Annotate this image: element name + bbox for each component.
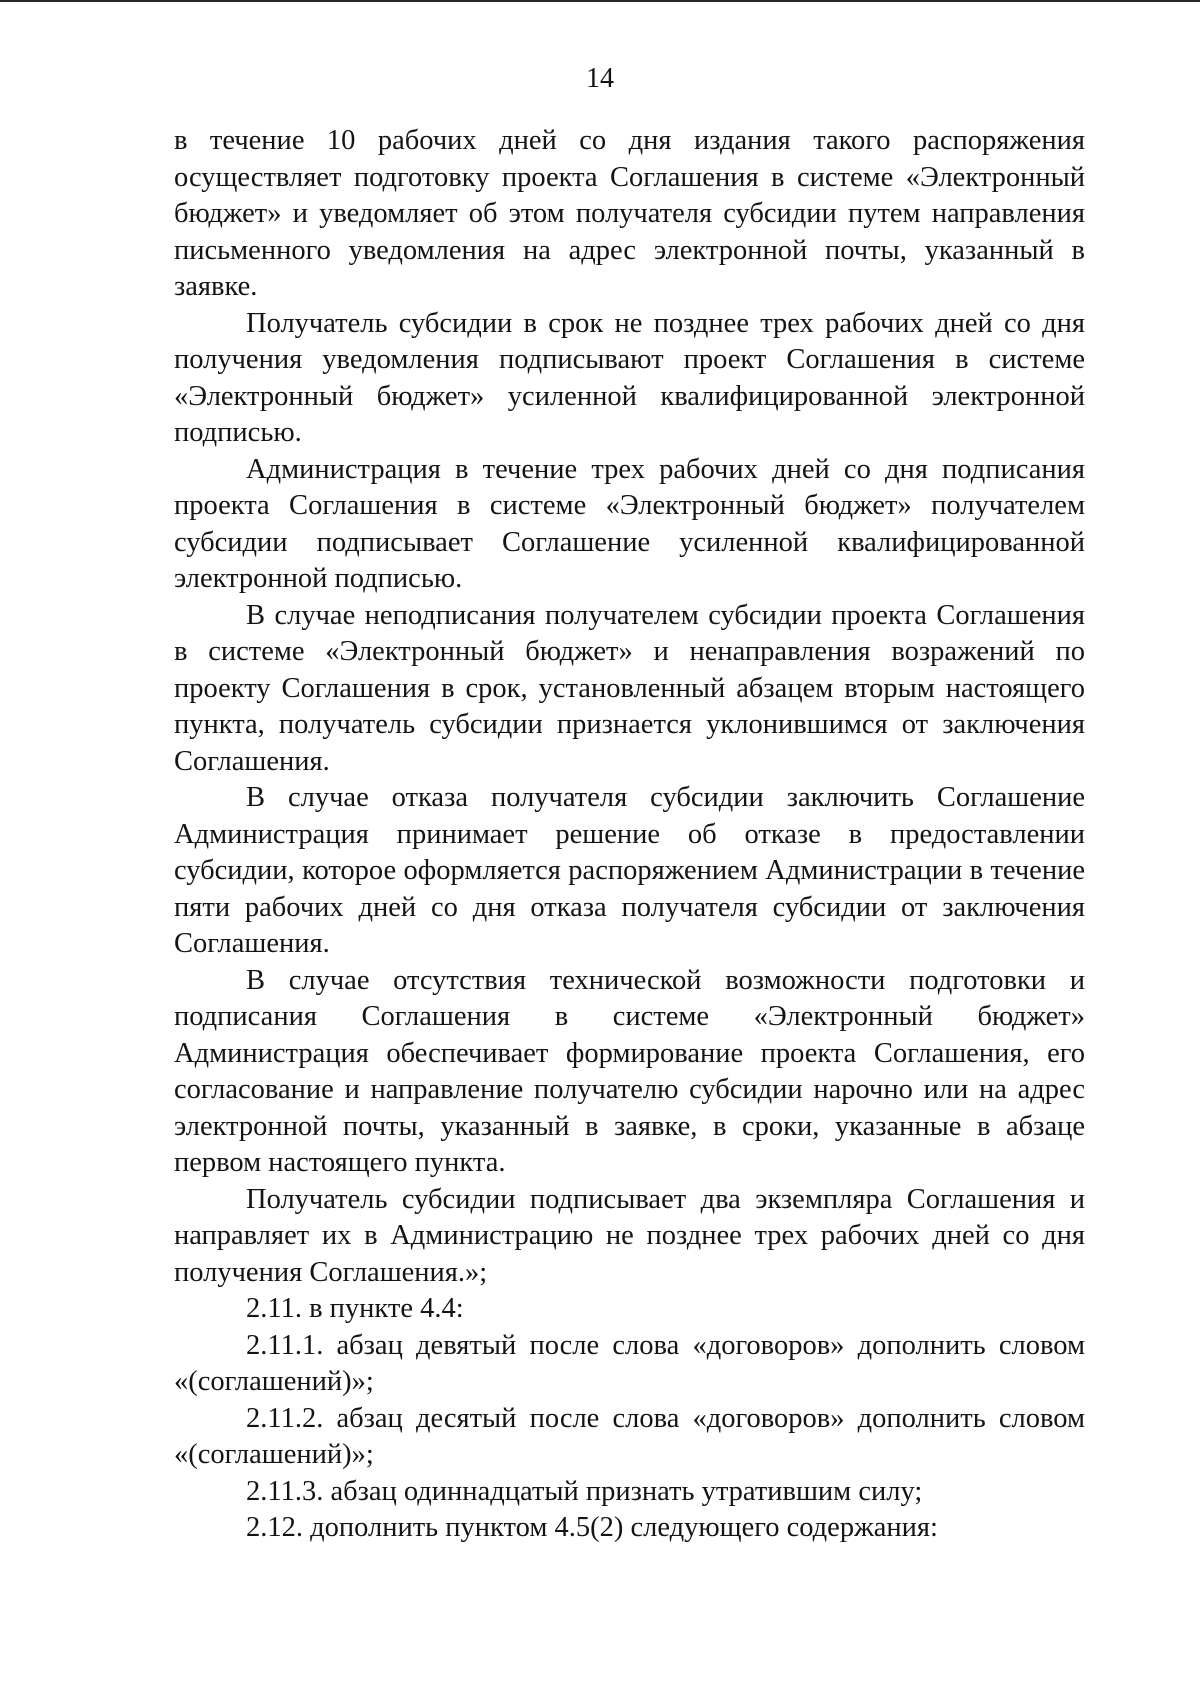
clause-2-11-2: 2.11.2. абзац десятый после слова «договоров» дополнить словом «(соглашений)»; bbox=[174, 1402, 1085, 1470]
clause-2-11-3: 2.11.3. абзац одиннадцатый признать утратившим силу; bbox=[246, 1475, 923, 1507]
clause-2-11-1: 2.11.1. абзац девятый после слова «договоров» дополнить словом «(соглашений)»; bbox=[174, 1329, 1085, 1397]
scan-edge-line bbox=[0, 0, 1200, 2]
page-number: 14 bbox=[586, 63, 614, 94]
paragraph-4: В случае неподписания получателем субсидии проекта Соглашения в системе «Электронный бюджет» и ненаправления возражений по проекту Соглашения в срок, установленный абзацем вторым настоящего пункта, получатель субсидии признается уклонившимся от заключения Соглашения. bbox=[174, 599, 1085, 777]
clause-2-12: 2.12. дополнить пунктом 4.5(2) следующего содержания: bbox=[246, 1512, 938, 1543]
paragraph-2: Получатель субсидии в срок не позднее трех рабочих дней со дня получения уведомления подписывают проект Соглашения в системе «Электронный бюджет» усиленной квалифицированной электронной подписью. bbox=[174, 307, 1085, 448]
paragraph-1: в течение 10 рабочих дней со дня издания такого распоряжения осуществляет подготовку проекта Соглашения в системе «Электронный бюджет» и уведомляет об этом получателя субсидии путем направления письменного уведомления на адрес электронной почты, указанный в заявке. bbox=[174, 125, 1085, 302]
clause-2-11: 2.11. в пункте 4.4: bbox=[246, 1293, 464, 1324]
paragraph-3: Администрация в течение трех рабочих дней со дня подписания проекта Соглашения в системе «Электронный бюджет» получателем субсидии подписывает Соглашение усиленной квалифицированной электронной подписью. bbox=[174, 453, 1085, 594]
document-body bbox=[174, 123, 1085, 1547]
paragraph-6: В случае отсутствия технической возможности подготовки и подписания Соглашения в системе «Электронный бюджет» Администрация обеспечивает формирование проекта Соглашения, его согласование и направление получателю субсидии нарочно или на адрес электронной почты, указанный в заявке, в сроки, указанные в абзаце первом настоящего пункта. bbox=[174, 964, 1085, 1178]
paragraph-7: Получатель субсидии подписывает два экземпляра Соглашения и направляет их в Администрацию не позднее трех рабочих дней со дня получения Соглашения.»; bbox=[174, 1183, 1085, 1288]
paragraph-5: В случае отказа получателя субсидии заключить Соглашение Администрация принимает решение об отказе в предоставлении субсидии, которое оформляется распоряжением Администрации в течение пяти рабочих дней со дня отказа получателя субсидии от заключения Соглашения. bbox=[174, 782, 1085, 959]
